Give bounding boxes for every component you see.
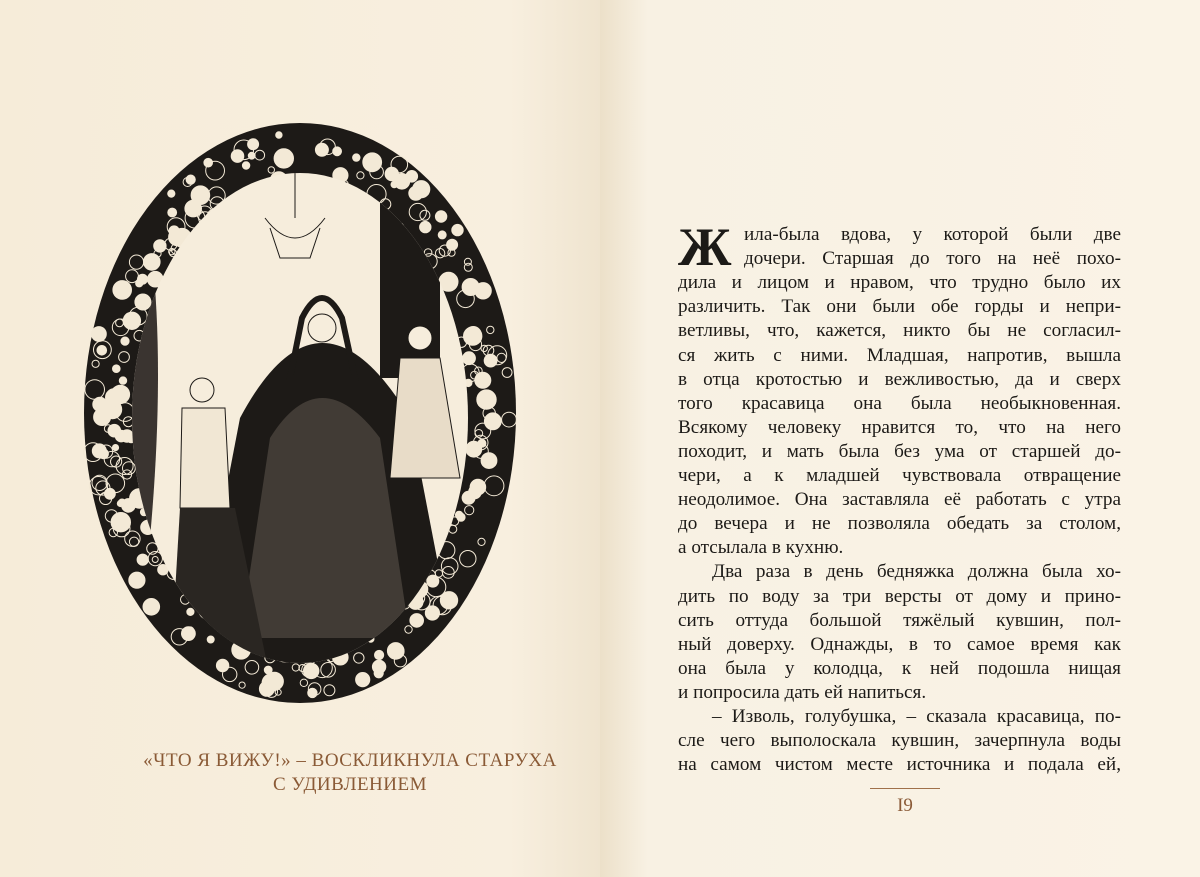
- frame-flower: [435, 211, 446, 222]
- text-line: того красавица она была необыкновенная.: [678, 392, 1121, 414]
- frame-flower: [420, 221, 431, 232]
- frame-flower: [447, 239, 458, 250]
- text-line: сить оттуда большой тяжёлый кувшин, пол-: [678, 609, 1121, 631]
- frame-flower: [111, 385, 129, 403]
- frame-flower: [92, 444, 106, 458]
- frame-flower: [452, 224, 463, 235]
- text-line: она была у колодца, к ней подошла нищая: [678, 657, 1121, 679]
- text-line: Всякому человеку нравится то, что на него: [678, 416, 1121, 438]
- frame-flower: [108, 424, 121, 437]
- text-line: ся жить с ними. Младшая, напротив, вышла: [678, 344, 1121, 366]
- text-line: чери, а к младшей чувствовала отвращение: [678, 465, 1121, 486]
- oval-illustration: [80, 118, 520, 708]
- sister-head: [408, 326, 432, 350]
- frame-flower: [353, 154, 360, 161]
- text-line: ный доверху. Однажды, в то самое время как: [678, 633, 1121, 655]
- frame-flower: [231, 150, 244, 163]
- frame-flower: [204, 158, 213, 167]
- frame-flower: [207, 636, 214, 643]
- frame-flower: [144, 254, 161, 271]
- frame-flower: [113, 281, 132, 300]
- frame-flower: [391, 181, 397, 187]
- text-line: дочери. Старшая до того на неё похо-: [744, 248, 1121, 270]
- page-number-rule: [870, 788, 940, 789]
- frame-flower: [375, 650, 384, 659]
- frame-flower: [465, 327, 481, 343]
- frame-flower: [168, 208, 177, 217]
- text-line: и попросила дать ей напиться.: [678, 681, 927, 703]
- frame-flower: [356, 673, 370, 687]
- drop-cap: Ж: [678, 217, 732, 277]
- frame-flower: [187, 608, 194, 615]
- caption-line-2: С УДИВЛЕНИЕМ: [272, 774, 428, 795]
- frame-flower: [143, 599, 160, 616]
- frame-flower: [462, 279, 479, 296]
- frame-flower: [216, 659, 228, 671]
- caption-line-1: «ЧТО Я ВИЖУ!» – ВОСКЛИКНУЛА СТАРУХА: [143, 750, 557, 771]
- frame-flower: [363, 153, 382, 172]
- frame-flower: [117, 500, 123, 506]
- frame-flower: [406, 171, 418, 183]
- text-line: дить по воду за три версты от дому и прино-: [678, 585, 1121, 607]
- frame-flower: [119, 377, 126, 384]
- text-line: Два раза в день бедняжка должна была хо-: [712, 561, 1121, 583]
- cinderella-head: [190, 378, 214, 402]
- frame-flower: [276, 132, 282, 138]
- frame-flower: [427, 575, 439, 587]
- frame-flower: [463, 352, 476, 365]
- frame-flower: [440, 592, 457, 609]
- text-line: неодолимое. Она заставляла её работать с утра: [678, 489, 1121, 511]
- frame-flower: [182, 627, 196, 641]
- text-line: походит, и мать была без ума от старшей до-: [678, 440, 1121, 462]
- frame-flower: [438, 231, 446, 239]
- text-line: в отца кротостью и вежливостью, да и сверх: [678, 368, 1121, 390]
- frame-flower: [372, 660, 385, 673]
- frame-flower: [481, 453, 497, 469]
- cinderella-bodice: [180, 408, 230, 508]
- frame-flower: [112, 445, 118, 451]
- frame-flower: [129, 572, 145, 588]
- text-line: ветливы, что, кажется, никто бы не согласил-: [678, 320, 1121, 342]
- frame-flower: [135, 294, 151, 310]
- frame-flower: [186, 175, 195, 184]
- frame-flower: [308, 688, 317, 697]
- frame-flower: [262, 674, 279, 691]
- frame-flower: [154, 240, 166, 252]
- frame-flower: [315, 143, 328, 156]
- frame-flower: [137, 554, 148, 565]
- frame-flower: [484, 354, 497, 367]
- frame-flower: [264, 666, 272, 674]
- text-line: – Изволь, голубушка, – сказала красавица, по-: [712, 706, 1121, 727]
- frame-flower: [484, 380, 490, 386]
- frame-flower: [168, 190, 175, 197]
- frame-flower: [242, 162, 249, 169]
- frame-flower: [478, 439, 486, 447]
- frame-flower: [484, 413, 501, 430]
- frame-flower: [410, 614, 424, 628]
- text-line: до вечера и не позволяла обедать за столом,: [678, 513, 1121, 535]
- frame-flower: [462, 491, 475, 504]
- frame-flower: [387, 643, 404, 660]
- text-line: на самом чистом месте источника и подала ей,: [678, 754, 1121, 776]
- frame-flower: [477, 390, 496, 409]
- text-line: дила и лицом и нравом, что трудно было их: [678, 272, 1121, 294]
- frame-flower: [97, 346, 107, 356]
- mother-head: [308, 314, 336, 342]
- text-line: ила-была вдова, у которой были две: [744, 224, 1121, 245]
- frame-flower: [92, 327, 107, 342]
- frame-flower: [413, 181, 430, 198]
- text-line: различить. Так они были обе горды и непри-: [678, 296, 1121, 318]
- frame-flower: [113, 365, 121, 373]
- frame-flower: [121, 337, 129, 345]
- text-line: а отсылала в кухню.: [678, 537, 844, 559]
- text-line: сле чего выполоскала кувшин, зачерпнула воды: [678, 730, 1121, 752]
- frame-flower: [121, 430, 134, 443]
- frame-flower: [274, 149, 293, 168]
- page-number: I9: [897, 795, 913, 816]
